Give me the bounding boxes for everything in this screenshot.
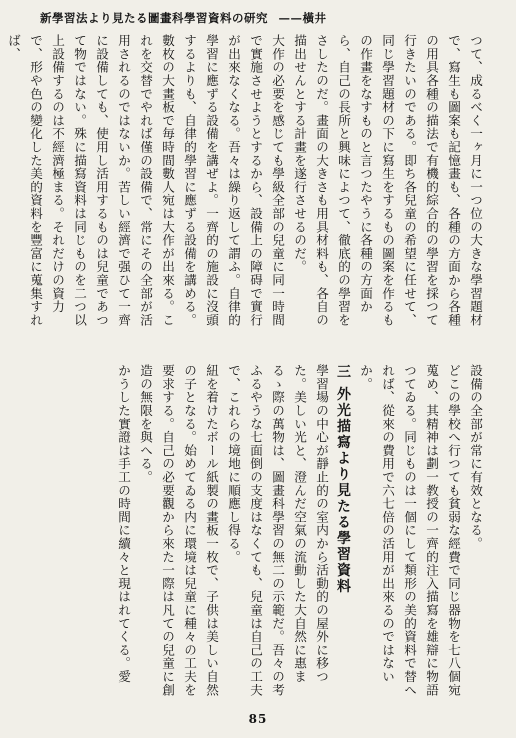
paragraph: 紐を着けたボール紙製の畫板一枚で、子供は美しい自然の子となる。始めてゐる内に環境は兒童に種々の工夫を要求する。自己の必要觀から來た一際は凡ての兒童に創造の無限を與へる。	[138, 364, 219, 697]
section-title: 外光描寫より見たる學習資料	[335, 386, 351, 595]
paragraph: 學習場の中心が靜止的の室内から活動的の屋外に移つた。美しい光と、澄んだ空氣の流動した大自然に惠まるゝ際の萬物は、圖畫科學習の無二の示範だ。吾々の考ふるやうな七面倒の支度はなくても、兒童は自己の工夫で、これらの境地に順應し得る。	[226, 364, 329, 697]
paragraph: どこの學校へ行つても貧弱な經費で同じ器物を七八個宛蒐め、其精神は劃一教授の一齊的注入描寫を雄辯に物語つてゐる。同じものは一個にして類形の美的資料で替へれば、從來の費用で六七倍の活用が出來るのではないか。	[358, 364, 461, 697]
running-author: ——橫井	[278, 11, 327, 25]
section-heading	[332, 364, 354, 704]
running-title: 新學習法より見たる圖畫科學習資料の研究	[40, 11, 268, 25]
upper-text-block	[6, 34, 486, 334]
paragraph: かうした實證は手工の時間に續々と現はれてくる。愛	[116, 364, 131, 684]
column-divider	[40, 352, 480, 353]
running-header	[40, 10, 480, 32]
lower-text-block	[38, 364, 486, 704]
paragraph: つて、成るべく一ヶ月に一つ位の大きな學習題材で、寫生も圖案も記憶畫も、各種の方面から各種の用具各種の描法で有機的綜合的の學習を採つて行きたいのである。即ち各兒童の希望に任せて、同じ學習題材の下に寫生をするもの圖案を作るもの作畫をなすものと言つたやうに各種の方面から、自己の長所と興味によつて、徹底的の學習をさしたのだ。畫面の大きさも用具材料も、各自の描出せんとする計畫を遂行させるのだ。	[292, 34, 483, 327]
page-number: 85	[248, 712, 268, 726]
paragraph: 設備の全部が常に有效となる。	[468, 364, 483, 551]
section-number: 三	[335, 364, 351, 380]
paragraph: 大作の必要を感じても學級全部の兒童に同一時間で實施させようとするから、設備上の障碍で實行が出來なくなる。吾々は繰り返して謂ふ。自律的學習に應ずる設備を講ぜよ。一齊的の施設に沒頭するよりも、自律的學習に應ずる設備を講める。數枚の大畫板で毎時間數人宛は大作が出來る。これを交替でやれば僅の設備で、常にその全部が活用されるのではないか。苦しい經濟で强ひて一齊に設備しても、使用し活用するものは兒童であつて物ではない。殊に描寫資料は同じものを二つ以上設備するのは不經濟極まる。それだけの資力で、形や色の變化した美的資料を豐富に蒐集すれば、	[6, 34, 285, 327]
